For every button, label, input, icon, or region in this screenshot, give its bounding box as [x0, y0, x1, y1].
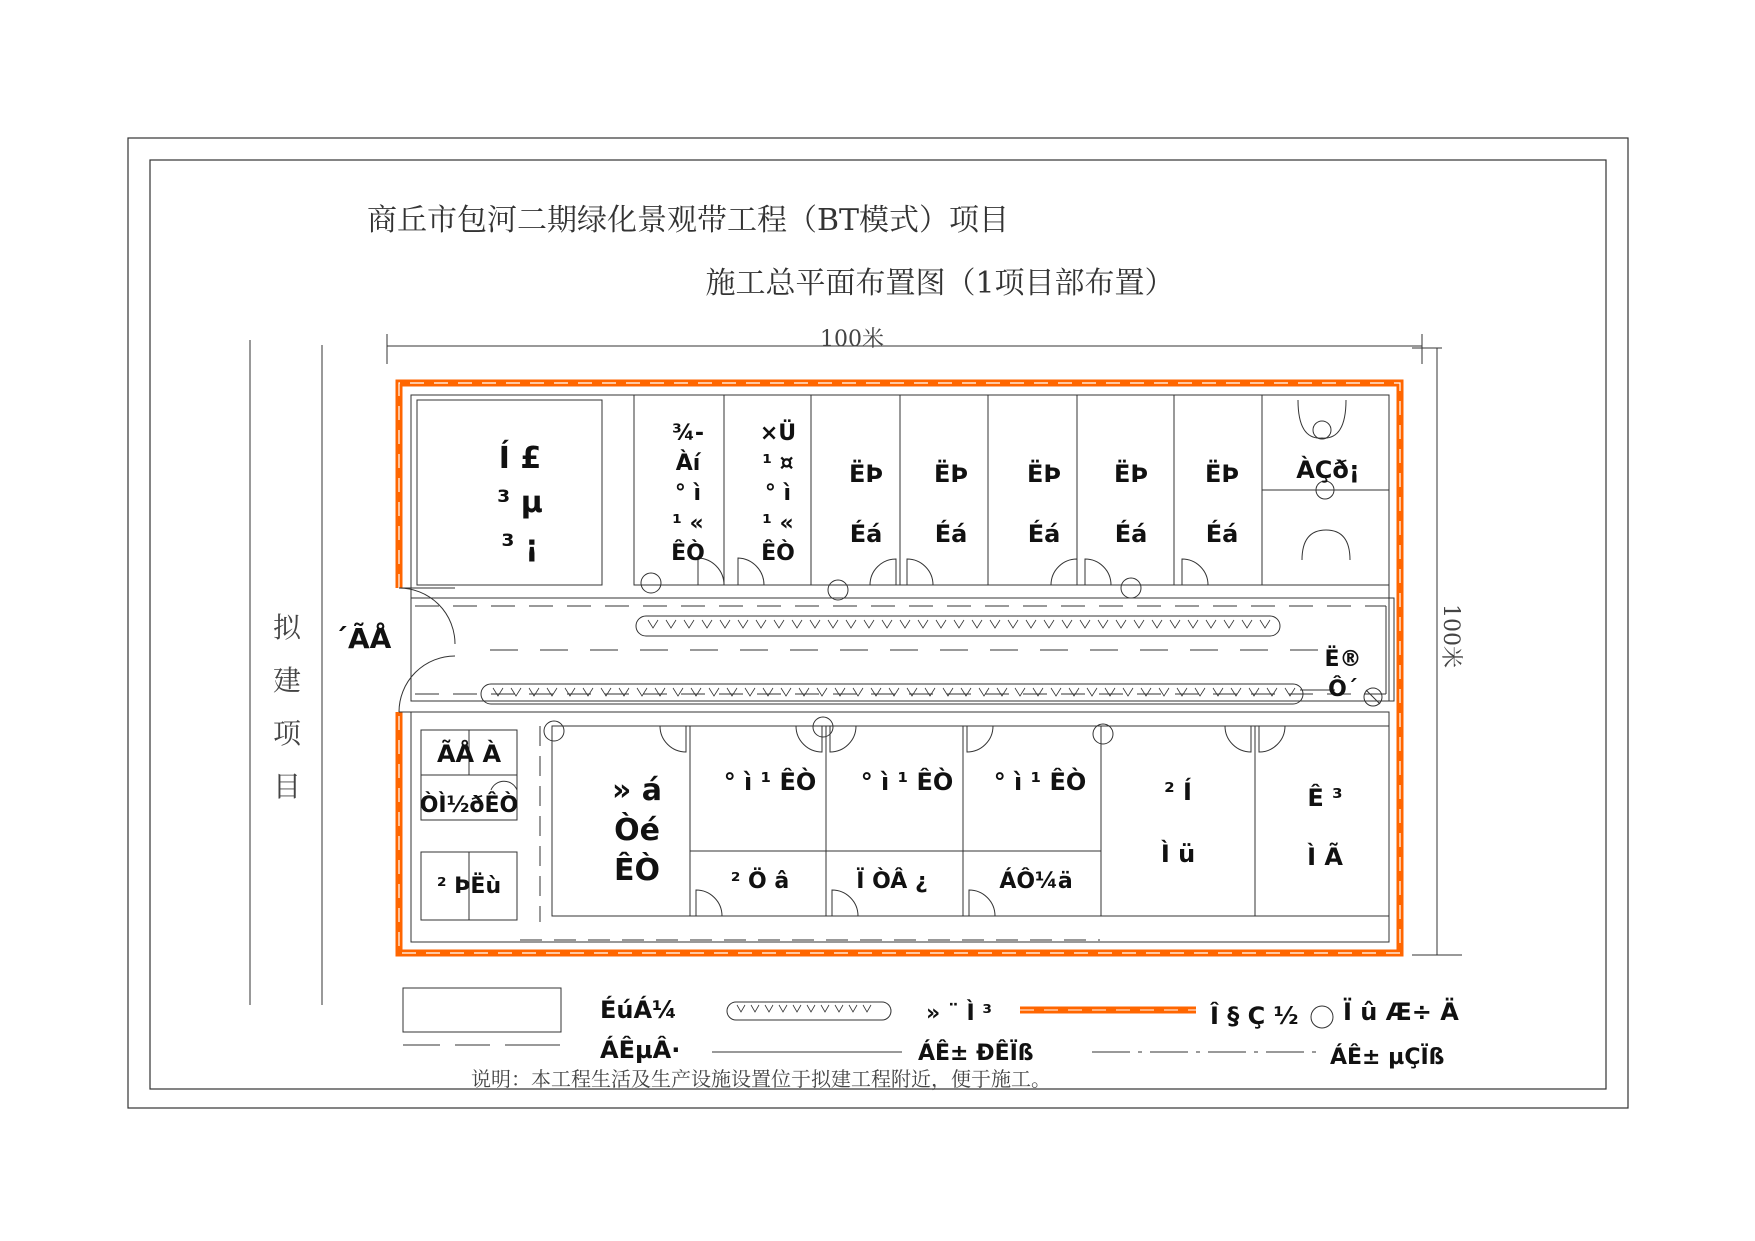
room-label: ¹ «: [762, 511, 794, 536]
water-label: Ô´: [1328, 677, 1358, 702]
legend-label: ÉúÁ¼: [600, 996, 677, 1024]
room-label: ¾-: [672, 421, 704, 446]
legend-label: » ¨ Ì ³: [926, 1001, 993, 1026]
bottom-compound-border: [411, 712, 1389, 942]
legend: [403, 988, 1459, 1070]
horizontal-dimension-label: 100米: [820, 327, 884, 352]
room-label: ² Í: [1164, 778, 1192, 806]
room-label: ° ì: [674, 481, 702, 506]
room-label: ¹ ¤: [762, 451, 794, 476]
side-label-char: 拟: [272, 611, 302, 644]
room-label: Éá: [1027, 520, 1061, 548]
room-label: ÊÒ: [761, 541, 795, 566]
top-room-block: [417, 395, 1389, 600]
room-label: Éá: [934, 520, 968, 548]
room-label: ÁÔ¼ä: [999, 869, 1073, 894]
room-label: Ì Ã: [1307, 843, 1343, 871]
legend-label: Ï û Æ÷ Ä: [1343, 998, 1459, 1026]
room-label: Ï ÒÂ ¿: [856, 869, 928, 894]
bottom-left-rooms: [420, 730, 519, 920]
horizontal-dimension: [387, 327, 1422, 364]
vertical-dimension: [1412, 348, 1463, 955]
room-label: Ê ³: [1307, 784, 1343, 812]
side-label: [273, 611, 302, 803]
room-label: ËÞ: [848, 460, 884, 488]
side-label-char: 项: [272, 717, 302, 750]
room-label: ³ µ: [497, 485, 543, 520]
room-label: ÊÒ: [671, 541, 705, 566]
driveway: [411, 598, 1394, 701]
room-label: ÊÒ: [614, 853, 660, 888]
room-label: Àí: [675, 451, 701, 476]
room-label: Ì ü: [1160, 840, 1196, 868]
room-label: ² Ö â: [730, 869, 790, 894]
room-label: ² ÞËù: [436, 874, 502, 899]
room-label: ° ì ¹ ÊÒ: [723, 768, 817, 796]
room-label: Éá: [849, 520, 883, 548]
room-label: Òé: [614, 813, 660, 848]
room-label: ËÞ: [933, 460, 969, 488]
room-label: ËÞ: [1026, 460, 1062, 488]
room-label: ° ì: [764, 481, 792, 506]
room-label: ÃÅ À: [436, 740, 502, 768]
vertical-dimension-label: 100米: [1438, 604, 1463, 668]
legend-label: Î § Ç ½: [1210, 1002, 1299, 1030]
legend-label: ÁÊµÂ·: [600, 1036, 681, 1064]
room-label: ËÞ: [1113, 460, 1149, 488]
top-room-labels: [497, 420, 1360, 566]
legend-building-swatch: [403, 988, 561, 1032]
room-label: » á: [611, 773, 663, 808]
title-line2: 施工总平面布置图（1项目部布置）: [705, 266, 1175, 301]
room-label: ÒÌ½ðÊÒ: [419, 793, 519, 818]
main-gate: [334, 588, 455, 712]
gate-label: ´ÃÅ: [334, 622, 392, 655]
hedge-strip: [636, 616, 1280, 636]
room-label: ×Ü: [759, 421, 797, 446]
side-label-char: 建: [272, 664, 302, 697]
room-label: Éá: [1114, 520, 1148, 548]
legend-hydrant-symbol: [1311, 1006, 1333, 1028]
room-label: Í £: [498, 441, 542, 476]
legend-label: ÁÊ± ÐÊÏß: [918, 1041, 1034, 1066]
room-label: ËÞ: [1204, 460, 1240, 488]
legend-label: ÁÊ± µÇÏß: [1330, 1045, 1445, 1070]
room-label: ° ì ¹ ÊÒ: [993, 768, 1087, 796]
water-source: [1300, 646, 1382, 706]
title-line1: 商丘市包河二期绿化景观带工程（BT模式）项目: [366, 203, 1010, 238]
note-text: 说明：本工程生活及生产设施设置位于拟建工程附近，便于施工。: [471, 1067, 1051, 1091]
bottom-room-labels: [612, 766, 1343, 894]
room-label: ³ ¡: [501, 529, 539, 564]
water-label: Ë®: [1324, 647, 1362, 672]
room-label: ÀÇð¡: [1296, 456, 1360, 484]
side-label-char: 目: [272, 770, 302, 803]
room-label: ° ì ¹ ÊÒ: [860, 768, 954, 796]
room-label: ¹ «: [672, 511, 704, 536]
room-label: Éá: [1205, 520, 1239, 548]
